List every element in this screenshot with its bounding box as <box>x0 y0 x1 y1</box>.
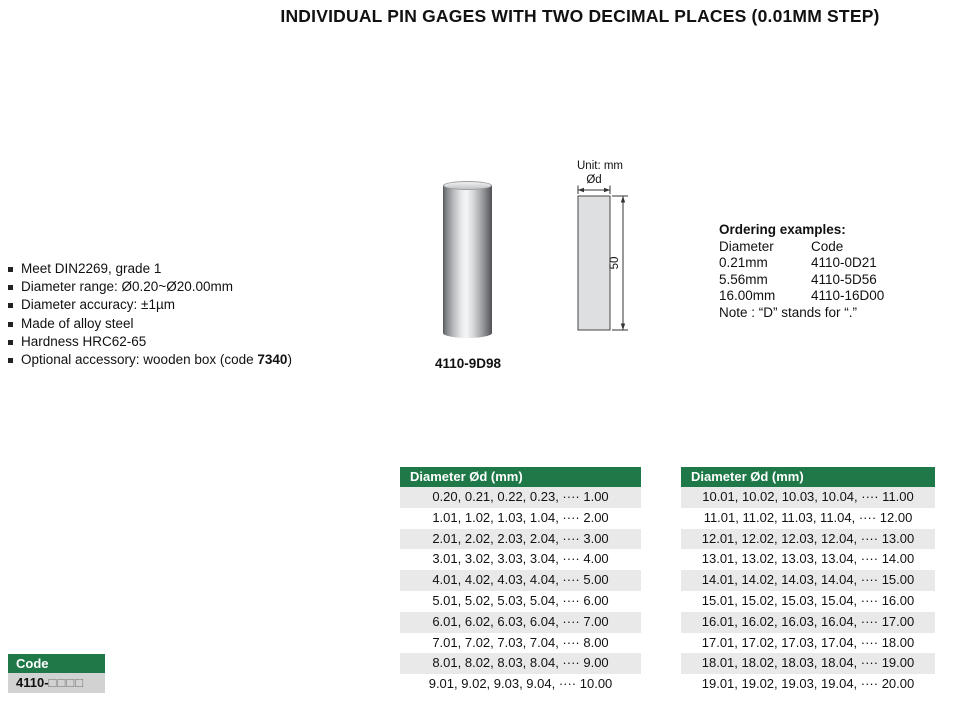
diameter-table-left <box>400 467 641 695</box>
feature-text: Diameter accuracy: ±1µm <box>21 297 175 313</box>
code-box <box>8 654 105 693</box>
table-row: 18.01, 18.02, 18.03, 18.04, ···· 19.00 <box>681 653 935 674</box>
bullet-square-icon <box>8 340 13 345</box>
ordering-code: 4110-0D21 <box>811 255 877 270</box>
feature-text-prefix: Optional accessory: wooden box (code <box>21 351 258 367</box>
table-row: 16.01, 16.02, 16.03, 16.04, ···· 17.00 <box>681 612 935 633</box>
ordering-diameter: 0.21mm <box>719 255 768 270</box>
length-dim-label: 50 <box>609 256 621 270</box>
pin-gage-photo <box>443 181 492 339</box>
table-row: 3.01, 3.02, 3.03, 3.04, ···· 4.00 <box>400 549 641 570</box>
ordering-row <box>719 272 884 289</box>
ordering-title: Ordering examples: <box>719 222 846 237</box>
bullet-square-icon <box>8 303 13 308</box>
table-row: 5.01, 5.02, 5.03, 5.04, ···· 6.00 <box>400 591 641 612</box>
feature-item <box>8 278 292 296</box>
ordering-col-diameter: Diameter <box>719 238 774 254</box>
diameter-dim-label: Ød <box>586 174 602 186</box>
table-row: 6.01, 6.02, 6.03, 6.04, ···· 7.00 <box>400 612 641 633</box>
table-row: 2.01, 2.02, 2.03, 2.04, ···· 3.00 <box>400 529 641 550</box>
table-row: 19.01, 19.02, 19.03, 19.04, ···· 20.00 <box>681 674 935 695</box>
feature-text: Made of alloy steel <box>21 315 134 331</box>
diameter-table-right <box>681 467 935 695</box>
table-row: 4.01, 4.02, 4.03, 4.04, ···· 5.00 <box>400 570 641 591</box>
feature-text: Diameter range: Ø0.20~Ø20.00mm <box>21 279 233 295</box>
table-row: 14.01, 14.02, 14.03, 14.04, ···· 15.00 <box>681 570 935 591</box>
feature-text-suffix: ) <box>287 351 292 367</box>
ordering-diameter: 16.00mm <box>719 288 776 303</box>
ordering-row <box>719 288 884 305</box>
bullet-square-icon <box>8 358 13 363</box>
table-row: 10.01, 10.02, 10.03, 10.04, ···· 11.00 <box>681 487 935 508</box>
feature-text <box>21 351 292 369</box>
table-row: 9.01, 9.02, 9.03, 9.04, ···· 10.00 <box>400 674 641 695</box>
table-row: 8.01, 8.02, 8.03, 8.04, ···· 9.00 <box>400 653 641 674</box>
bullet-square-icon <box>8 285 13 290</box>
feature-text: Meet DIN2269, grade 1 <box>21 261 162 276</box>
feature-item <box>8 351 292 369</box>
ordering-row <box>719 255 884 272</box>
feature-item <box>8 260 292 278</box>
ordering-col-code: Code <box>811 238 844 254</box>
code-box-header: Code <box>8 654 105 673</box>
bullet-square-icon <box>8 267 13 272</box>
ordering-code: 4110-16D00 <box>811 288 885 303</box>
ordering-diameter: 5.56mm <box>719 271 768 287</box>
ordering-code: 4110-5D56 <box>811 271 877 287</box>
code-value-prefix: 4110- <box>16 675 49 690</box>
pin-side-view <box>578 196 610 330</box>
bullet-square-icon <box>8 322 13 327</box>
table-header: Diameter Ød (mm) <box>400 467 641 487</box>
table-header: Diameter Ød (mm) <box>681 467 935 487</box>
table-row: 13.01, 13.02, 13.03, 13.04, ···· 14.00 <box>681 549 935 570</box>
accessory-code: 7340 <box>257 351 288 367</box>
page-title: INDIVIDUAL PIN GAGES WITH TWO DECIMAL PLACES (0.01MM STEP) <box>280 6 880 26</box>
product-code-label: 4110-9D98 <box>434 356 502 371</box>
unit-label: Unit: mm <box>577 160 623 172</box>
code-box-value <box>8 673 105 693</box>
ordering-examples <box>719 222 884 321</box>
feature-text: Hardness HRC62-65 <box>21 333 147 349</box>
table-row: 15.01, 15.02, 15.03, 15.04, ···· 16.00 <box>681 591 935 612</box>
table-row: 0.20, 0.21, 0.22, 0.23, ···· 1.00 <box>400 487 641 508</box>
table-row: 17.01, 17.02, 17.03, 17.04, ···· 18.00 <box>681 633 935 654</box>
feature-item <box>8 296 292 314</box>
table-row: 1.01, 1.02, 1.03, 1.04, ···· 2.00 <box>400 508 641 529</box>
feature-item <box>8 315 292 333</box>
feature-item <box>8 333 292 351</box>
pin-body <box>443 185 492 338</box>
table-row: 11.01, 11.02, 11.03, 11.04, ···· 12.00 <box>681 508 935 529</box>
table-row: 7.01, 7.02, 7.03, 7.04, ···· 8.00 <box>400 633 641 654</box>
feature-list <box>8 260 292 369</box>
code-placeholder-boxes: □□□□ <box>48 675 84 690</box>
ordering-note: Note : “D” stands for “.” <box>719 304 858 320</box>
dimension-drawing <box>570 172 634 342</box>
ordering-header-row <box>719 239 884 256</box>
table-row: 12.01, 12.02, 12.03, 12.04, ···· 13.00 <box>681 529 935 550</box>
pin-top-face <box>443 181 492 190</box>
